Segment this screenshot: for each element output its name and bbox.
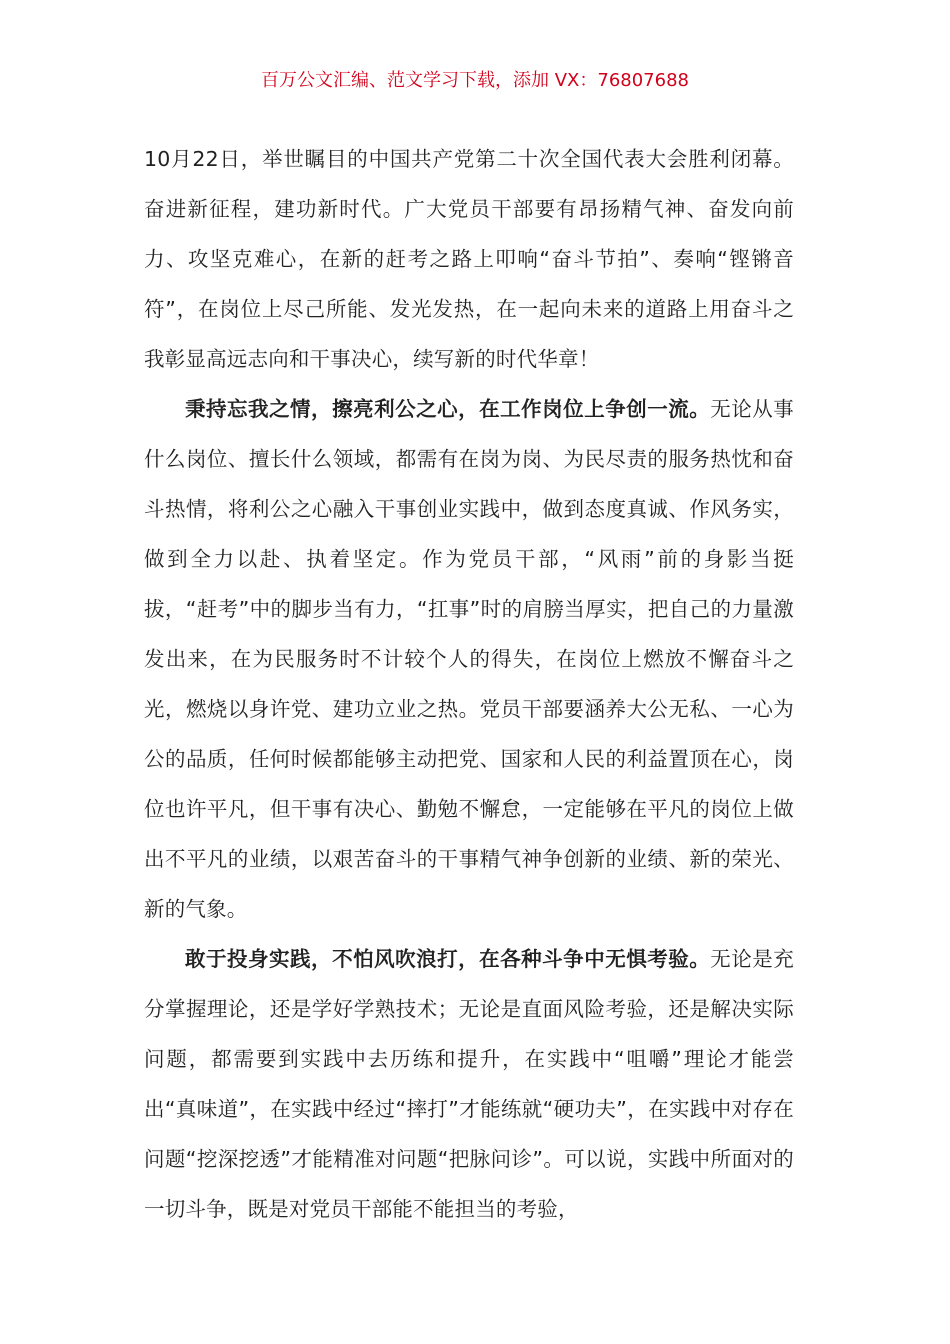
section-2-heading: 敢于投身实践，不怕风吹浪打，在各种斗争中无惧考验。 bbox=[185, 947, 711, 971]
section-2-text: 无论是充分掌握理论，还是学好学熟技术；无论是直面风险考验，还是解决实际问题，都需要到实践中去历练和提升，在实践中“咀嚼”理论才能尝出“真味道”，在实践中经过“摔打”才能练就“硬功夫”，在实践中对存在问题“挖深挖透”才能精准对问题“把脉问诊”。可以说，实践中所面对的一切斗争，既是对党员干部能不能担当的考验， bbox=[144, 947, 794, 1221]
document-body bbox=[144, 134, 794, 1234]
section-1-text: 无论从事什么岗位、擅长什么领域，都需有在岗为岗、为民尽责的服务热忱和奋斗热情，将利公之心融入干事创业实践中，做到态度真诚、作风务实，做到全力以赴、执着坚定。作为党员干部，“风雨”前的身影当挺拔，“赶考”中的脚步当有力，“扛事”时的肩膀当厚实，把自己的力量激发出来，在为民服务时不计较个人的得失，在岗位上燃放不懈奋斗之光，燃烧以身许党、建功立业之热。党员干部要涵养大公无私、一心为公的品质，任何时候都能够主动把党、国家和人民的利益置顶在心，岗位也许平凡，但干事有决心、勤勉不懈怠，一定能够在平凡的岗位上做出不平凡的业绩，以艰苦奋斗的干事精气神争创新的业绩、新的荣光、新的气象。 bbox=[144, 397, 794, 921]
paragraph-section-1 bbox=[144, 384, 794, 934]
paragraph-section-2 bbox=[144, 934, 794, 1234]
section-1-heading: 秉持忘我之情，擦亮利公之心，在工作岗位上争创一流。 bbox=[185, 397, 711, 421]
paragraph-intro bbox=[144, 134, 794, 384]
header-promo-text: 百万公文汇编、范文学习下载，添加 VX：76807688 bbox=[261, 70, 689, 91]
paragraph-intro-text: 10月22日，举世瞩目的中国共产党第二十次全国代表大会胜利闭幕。奋进新征程，建功新时代。广大党员干部要有昂扬精气神、奋发向前力、攻坚克难心，在新的赶考之路上叩响“奋斗节拍”、奏响“铿锵音符”，在岗位上尽己所能、发光发热，在一起向未来的道路上用奋斗之我彰显高远志向和干事决心，续写新的时代华章！ bbox=[144, 147, 794, 371]
